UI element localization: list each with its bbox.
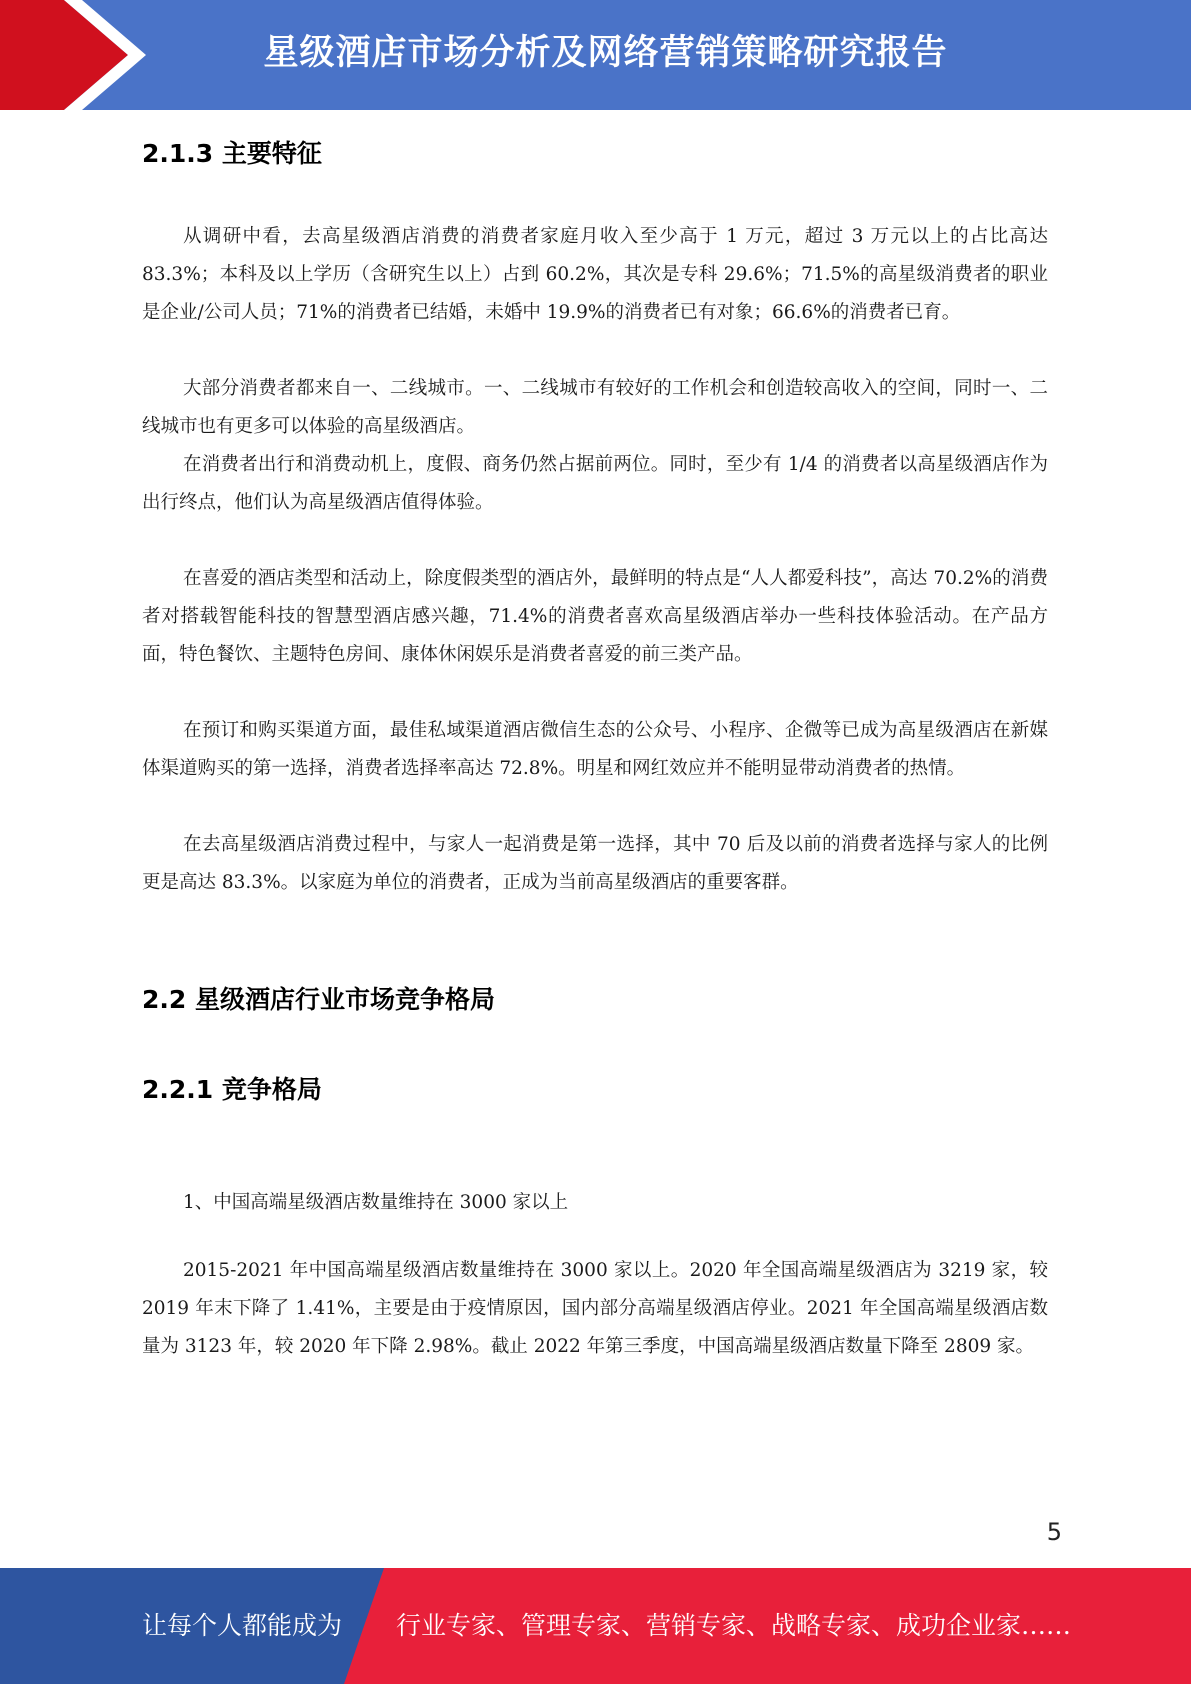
page-content <box>142 110 1048 1366</box>
page-header <box>0 0 1191 110</box>
paragraph: 在喜爱的酒店类型和活动上，除度假类型的酒店外，最鲜明的特点是“人人都爱科技”，高达 70.2%的消费者对搭载智能科技的智慧型酒店感兴趣，71.4%的消费者喜欢高星级酒店举办一些科技体验活动。在产品方面，特色餐饮、主题特色房间、康体休闲娱乐是消费者喜爱的前三类产品。 <box>142 568 1048 665</box>
paragraph: 在预订和购买渠道方面，最佳私域渠道酒店微信生态的公众号、小程序、企微等已成为高星级酒店在新媒体渠道购买的第一选择，消费者选择率高达 72.8%。明星和网红效应并不能明显带动消费者的热情。 <box>142 720 1048 779</box>
header-arrow-decoration <box>0 0 160 110</box>
report-title: 星级酒店市场分析及网络营销策略研究报告 <box>263 33 948 73</box>
page-number: 5 <box>1046 1518 1062 1546</box>
paragraph: 在消费者出行和消费动机上，度假、商务仍然占据前两位。同时，至少有 1/4 的消费者以高星级酒店作为出行终点，他们认为高星级酒店值得体验。 <box>142 454 1048 513</box>
footer-slogan-left: 让每个人都能成为 <box>142 1611 343 1640</box>
section-heading-2-1-3: 2.1.3 主要特征 <box>142 139 322 168</box>
paragraph: 2015-2021 年中国高端星级酒店数量维持在 3000 家以上。2020 年全国高端星级酒店为 3219 家，较 2019 年末下降了 1.41%，主要是由于疫情原因，国内部分高端星级酒店停业。2021 年全国高端星级酒店数量为 3123 年，较 2020 年下降 2.98%。截止 2022 年第三季度，中国高端星级酒店数量下降至 2809 家。 <box>142 1260 1048 1357</box>
section-heading-2-2: 2.2 星级酒店行业市场竞争格局 <box>142 985 495 1014</box>
footer-slogan-right: 行业专家、管理专家、营销专家、战略专家、成功企业家…… <box>396 1611 1072 1640</box>
page-footer <box>0 1568 1191 1684</box>
paragraph: 大部分消费者都来自一、二线城市。一、二线城市有较好的工作机会和创造较高收入的空间，同时一、二线城市也有更多可以体验的高星级酒店。 <box>142 378 1048 437</box>
paragraph: 在去高星级酒店消费过程中，与家人一起消费是第一选择，其中 70 后及以前的消费者选择与家人的比例更是高达 83.3%。以家庭为单位的消费者，正成为当前高星级酒店的重要客群。 <box>142 834 1048 893</box>
section-heading-2-2-1: 2.2.1 竞争格局 <box>142 1075 322 1104</box>
list-item-heading: 1、中国高端星级酒店数量维持在 3000 家以上 <box>183 1192 569 1213</box>
paragraph: 从调研中看，去高星级酒店消费的消费者家庭月收入至少高于 1 万元，超过 3 万元以上的占比高达 83.3%；本科及以上学历（含研究生以上）占到 60.2%，其次是专科 29.6%；71.5%的高星级消费者的职业是企业/公司人员；71%的消费者已结婚，未婚中 19.9%的消费者已有对象；66.6%的消费者已育。 <box>142 226 1048 323</box>
header-red-chevron <box>0 0 128 110</box>
